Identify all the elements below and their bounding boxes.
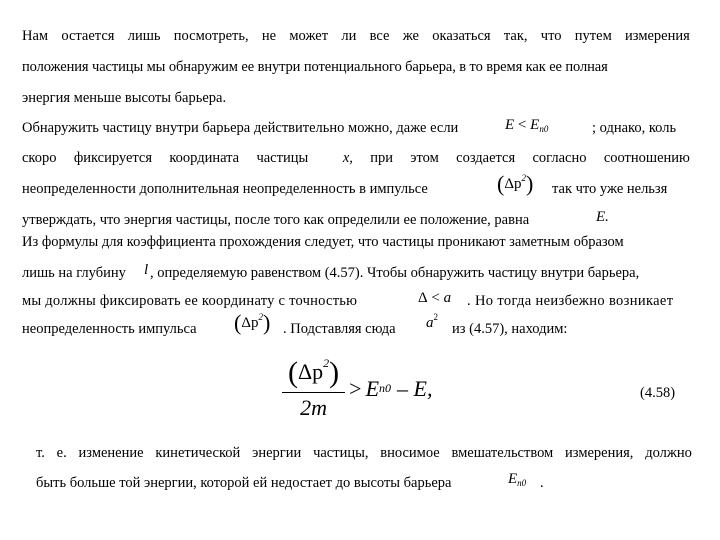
p3-line3-a: мы должны фиксировать ее координату с точностью (22, 293, 358, 309)
p3-line3-b: . Но тогда неизбежно возникает (467, 293, 674, 309)
p4-line2-a: быть больше той энергии, которой ей недостает до высоты барьера (36, 475, 452, 491)
p3-line4-c: из (4.57), находим: (452, 321, 568, 337)
formula-l: l (144, 262, 149, 278)
equation-number: (4.58) (640, 385, 676, 401)
word: е. (56, 445, 67, 461)
p1-line1 (22, 27, 690, 45)
p3-line4-a: неопределенность импульса (22, 321, 197, 337)
p2-line2 (22, 149, 690, 167)
formula-E-final: E. (596, 209, 609, 225)
word: может (289, 28, 329, 44)
p1-line2: положения частицы мы обнаружим ее внутри потенциального барьера, в то время как ее полная (22, 59, 608, 75)
p4-line2-b: . (540, 475, 544, 491)
word: т. (36, 445, 45, 461)
word: вносимое (380, 445, 440, 461)
display-fraction: $\frac{(\Delta p^2)}{2m}$ (282, 356, 345, 421)
word: фиксируется (73, 150, 153, 166)
word: координата (169, 150, 240, 166)
formula-delta-p-squared-2: $(\Delta p^2)$ (234, 310, 271, 335)
formula-En0-last: $E_{n0}$ (508, 471, 527, 488)
p3-line1: Из формулы для коэффициента прохождения следует, что частицы проникают заметным образом (22, 234, 624, 250)
word: Нам (22, 28, 49, 44)
p1-line3: энергия меньше высоты барьера. (22, 90, 227, 106)
word: так, (503, 28, 528, 44)
word: измерения (625, 28, 690, 44)
word: вмешательством (451, 445, 554, 461)
word: кинетической (155, 445, 241, 461)
word: изменение (78, 445, 144, 461)
word: лишь (127, 28, 161, 44)
word: этом (410, 150, 439, 166)
word: создается (456, 150, 516, 166)
word: должно (645, 445, 692, 461)
word: частицы, (313, 445, 369, 461)
word: скоро (22, 150, 57, 166)
word: оказаться (432, 28, 491, 44)
p2-line3-a: неопределенности дополнительная неопределенность в импульсе (22, 181, 428, 197)
word: посмотреть, (173, 28, 249, 44)
word: соотношению (603, 150, 690, 166)
word: согласно (532, 150, 587, 166)
word: все (369, 28, 390, 44)
word: x, (342, 150, 353, 166)
word: ли (341, 28, 357, 44)
formula-delta-lt-a: Δ < a (418, 290, 452, 306)
p2-line3-b: так что уже нельзя (552, 181, 668, 197)
p2-line1-b: ; однако, коль (592, 120, 677, 136)
p4-line1 (36, 444, 692, 462)
formula-a-squared: $a^2$ (426, 312, 438, 331)
word: путем (574, 28, 612, 44)
word: не (261, 28, 277, 44)
p3-line4-b: . Подставляя сюда (283, 321, 396, 337)
display-equation: $\frac{(\Delta p^2)}{2m}$ > E n0 – E, (282, 356, 432, 421)
word: частицы (256, 150, 309, 166)
p2-line4: утверждать, что энергия частицы, после того как определили ее положение, равна (22, 212, 530, 228)
p2-line1-a: Обнаружить частицу внутри барьера действительно можно, даже если (22, 120, 459, 136)
formula-delta-p-squared: $(\Delta p^2)$ (497, 171, 534, 196)
word: остается (61, 28, 115, 44)
word: что (540, 28, 562, 44)
p3-line2-a: лишь на глубину (22, 265, 126, 281)
word: измерения, (565, 445, 634, 461)
word: же (402, 28, 419, 44)
formula-E-lt-En0: $E < E_{n0}$ (505, 117, 549, 134)
p3-line2-b: , определяемую равенством (4.57). Чтобы обнаружить частицу внутри барьера, (150, 265, 640, 281)
word: при (370, 150, 393, 166)
word: энергии (252, 445, 302, 461)
